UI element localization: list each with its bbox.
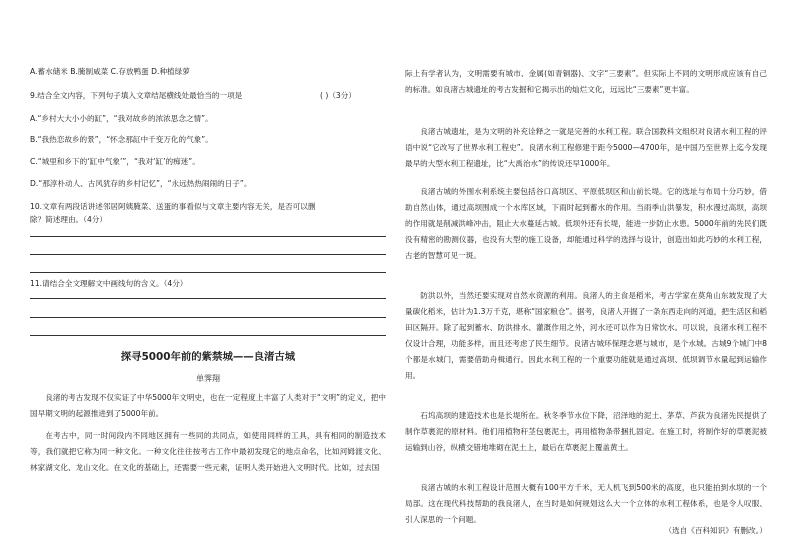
answer-line: [30, 272, 386, 273]
answer-line: [30, 236, 386, 237]
q8-options: A.蓄水储米 B.腌制咸菜 C.存放鸭蛋 D.种植绿萝: [30, 67, 190, 76]
answer-line: [30, 335, 386, 336]
q9-blank: ( )（3分）: [320, 91, 356, 100]
q9-option-a: A.“乡村大大小小的缸”，“我对故乡的浓浓思念之情”。: [30, 114, 213, 123]
answer-line: [30, 317, 386, 318]
q9-stem: 9.结合全文内容，下列句子填入文章结尾横线处最恰当的一项是: [30, 91, 243, 100]
article-paragraph-3: 际上有学者认为，文明需要有城市、金属(如青铜器)、文字“三要素”。但实际上不同的文明形成应该有自己的标准。如良渚古城遗址的考古发掘和它揭示出的灿烂文化，远远比“三要素”更丰富。: [405, 69, 767, 94]
article-paragraph-6: 防洪以外，当然还要实现对自然水资源的利用。良渚人的主食是稻米，考古学家在莫角山东坡发现了大量碳化稻米，估计为1.3万千克，堪称“国家粮仓”。据考，良渚人开掘了一条东西走向的河道，把生活区和稻田区隔开。除了起到蓄水、防洪排水、灌溉作用之外，河水还可以作为日常饮水。可以说，良渚水利工程不仅设计合理，功能多样，而且还考虑了民生细节。良渚古城环保理念堪与城市，是个水城。古城9个城门中8个都是水城门，需要借助舟楫通行。因此水利工程的一个重要功能就是通过高坝、低坝调节水量起到运输作用。: [405, 291, 767, 380]
q11-stem: 11.请结合全文理解文中画线句的含义。（4分）: [30, 279, 188, 288]
q9-option-c: C.“城里和乡下的‘缸中气象’”，“我对‘缸’的痴迷”。: [30, 157, 200, 166]
q10-line1: 10.文章有两段话讲述邻居阿姨腌菜、送蛋的事看似与文章主要内容无关，是否可以删: [30, 202, 316, 211]
q9-option-d: D.“那淳朴动人、古风犹存的乡村记忆”，“永远热热闹闹的日子”。: [30, 179, 252, 188]
article-paragraph-1: 良渚的考古发现不仅实证了中华5000年文明史，也在一定程度上丰富了人类对于“文明”的定义，把中国早期文明的起源推进到了5000年前。: [30, 393, 386, 418]
article-paragraph-8: 良渚古城的水利工程设计范围大概有100平方千米，无人机飞到500米的高度，也只能拍到水坝的一个局部。这在现代科技帮助的我良渚人，在当时是如何规划这么大一个立体的水利工程体系，也是令人叹服、引人深思的一个问题。: [405, 483, 767, 524]
article-paragraph-4: 良渚古城遗址，是为文明的补充诠释之一就是完善的水利工程。联合国教科文组织对良渚水利工程的评语中说“它改写了世界水利工程史”。良渚水利工程修建于距今5000—4700年，是中国乃至世界上迄今发现最早的大型水利工程遗址，比“大禹治水”的传说还早1000年。: [405, 127, 767, 168]
article-title: 探寻5000年前的紫禁城——良渚古城: [120, 351, 296, 363]
article-source: （选自《百科知识》有删改。）: [664, 526, 767, 535]
answer-line: [30, 298, 386, 299]
q9-option-b: B.“我热恋故乡的景”，“怀念那缸中千变万化的气象”。: [30, 135, 213, 144]
article-paragraph-5: 良渚古城的外围水利系统主要包括谷口高坝区、平原低坝区和山前长堤。它的选址与布局十分巧妙，借助自然山体，通过高坝围成一个水库区域，下雨时起到蓄水的作用。当雨季山洪暴发，积水漫过高坝，高坝的作用就是削减洪峰冲击，阻止大水蔓延古城。低坝外还有长堤，能进一步防止水患。5000年前的先民们既没有精密的勘测仪器，也没有大型的施工设备，却能通过科学的选择与设计，创造出如此巧妙的水利工程，古老的智慧可见一斑。: [405, 187, 767, 260]
article-paragraph-7: 石坞高坝的建造技术也是长堤所在。秋冬季节水位下降，沼泽地的泥土、茅草、芦荻为良渚先民提供了制作草裹泥的原材料。他们用植物秆茎包裹泥土，再用植物条带捆扎固定。在施工时，将制作好的草裹泥被运输到山谷，纵横交错地堆砌在泥土上，最后在草裹泥上覆盖黄土。: [405, 411, 767, 452]
article-paragraph-2: 在考古中，同一时间段内不同地区拥有一些同的共同点，如使用同样的工具，具有相同的制造技术等，我们就把它称为同一种文化。一种文化往往按考古工作中最初发现它的地点命名，比如河姆渡文化、林家湖文化、龙山文化。在文化的基础上，还需要一些元素，证明人类开始进入文明时代。比如，过去国: [30, 431, 386, 472]
article-author: 单霁翔: [196, 374, 220, 383]
answer-line: [30, 254, 386, 255]
q10-line2: 除？简述理由。（4分）: [30, 215, 107, 224]
